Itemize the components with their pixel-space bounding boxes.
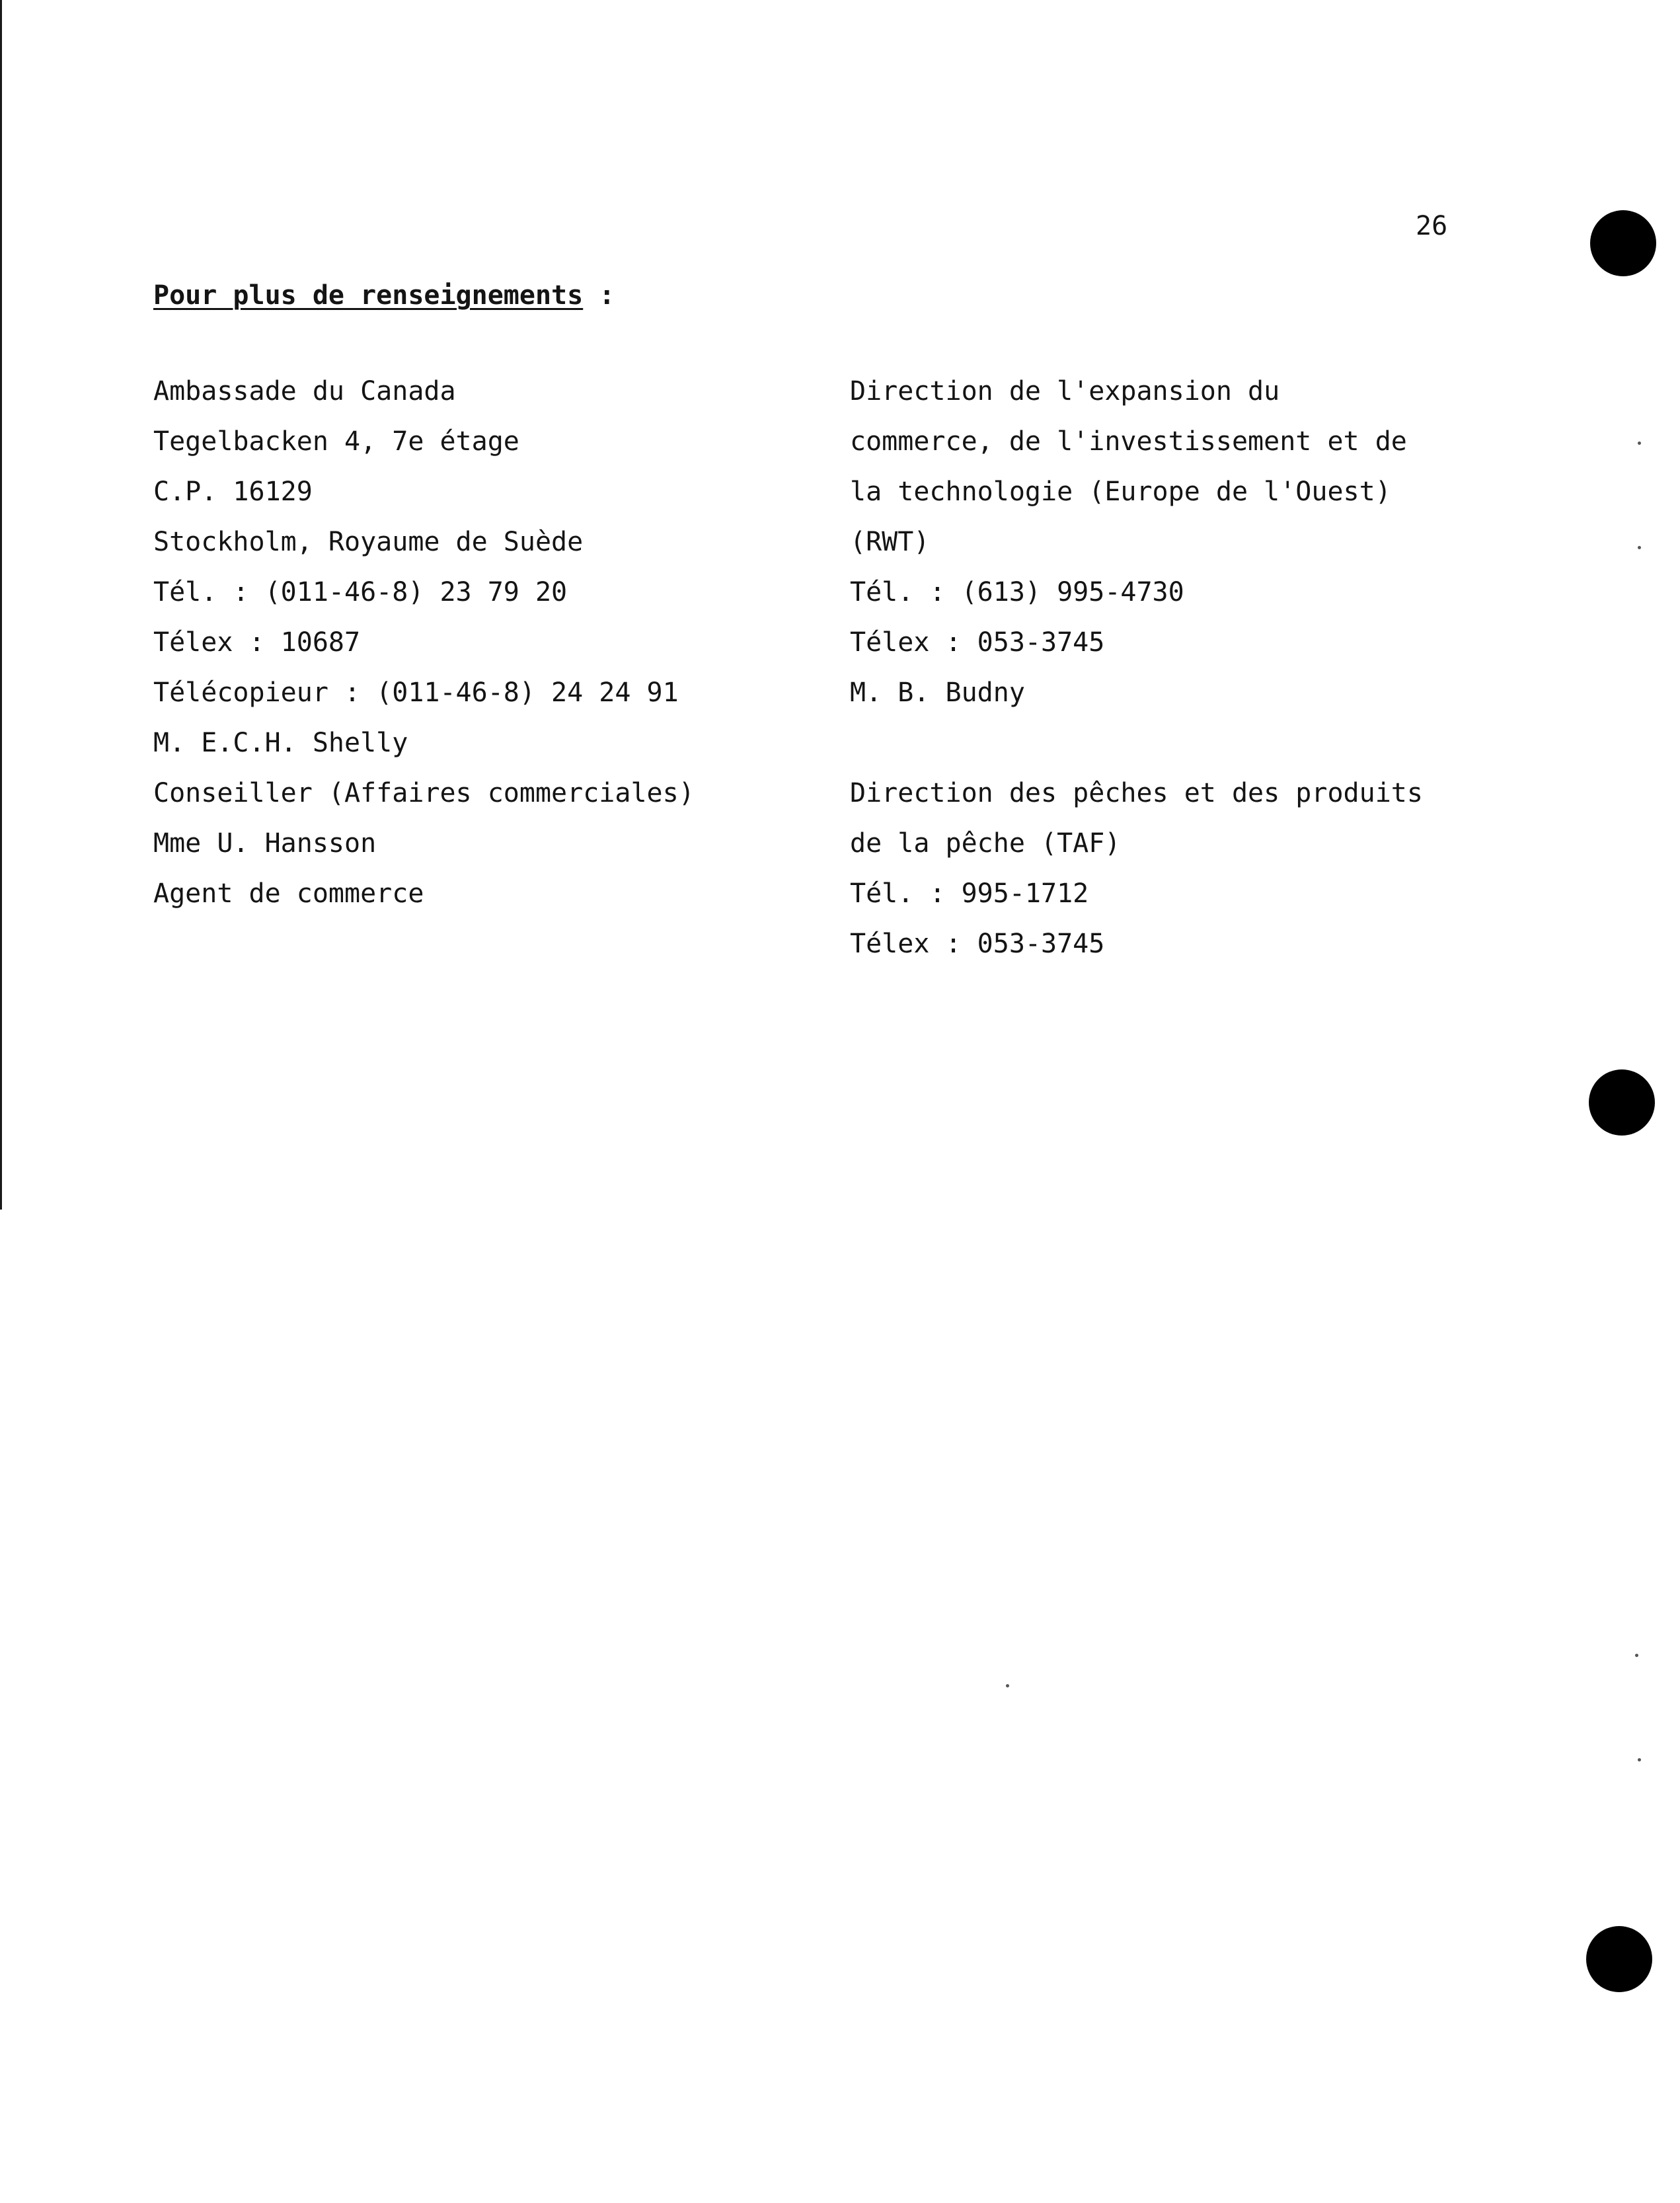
section-heading [153,278,615,313]
block-gap [850,718,1423,768]
punch-hole-top [1590,210,1656,276]
punch-hole-middle [1589,1069,1655,1136]
rwt-code: (RWT) [850,527,930,557]
scan-speck [1006,1684,1009,1687]
embassy-name: Ambassade du Canada [153,376,456,406]
embassy-city: Stockholm, Royaume de Suède [153,527,584,557]
taf-telex: Télex : 053-3745 [850,929,1105,959]
contact-title-shelly: Conseiller (Affaires commerciales) [153,778,695,808]
embassy-po-box: C.P. 16129 [153,477,313,507]
taf-line-2: de la pêche (TAF) [850,828,1121,859]
rwt-line-2: commerce, de l'investissement et de [850,426,1407,457]
embassy-telex: Télex : 10687 [153,627,361,658]
scan-left-border [0,0,2,1210]
rwt-phone: Tél. : (613) 995-4730 [850,577,1184,607]
scan-speck [1638,546,1641,549]
department-contacts [850,366,1423,969]
heading-colon: : [583,280,615,311]
contact-name-shelly: M. E.C.H. Shelly [153,728,408,758]
scan-speck [1638,442,1641,445]
punch-hole-bottom [1586,1926,1652,1992]
rwt-line-3: la technologie (Europe de l'Ouest) [850,477,1391,507]
embassy-street: Tegelbacken 4, 7e étage [153,426,519,457]
embassy-fax: Télécopieur : (011-46-8) 24 24 91 [153,677,679,708]
page-number: 26 [1416,211,1448,241]
contact-title-hansson: Agent de commerce [153,878,424,909]
rwt-contact: M. B. Budny [850,677,1025,708]
embassy-phone: Tél. : (011-46-8) 23 79 20 [153,577,568,607]
rwt-line-1: Direction de l'expansion du [850,376,1280,406]
rwt-telex: Télex : 053-3745 [850,627,1105,658]
taf-phone: Tél. : 995-1712 [850,878,1089,909]
heading-text: Pour plus de renseignements [153,280,584,311]
scan-speck [1638,1758,1641,1761]
contact-name-hansson: Mme U. Hansson [153,828,377,859]
scan-speck [1635,1654,1638,1657]
embassy-contact-block [153,366,695,919]
taf-line-1: Direction des pêches et des produits [850,778,1423,808]
